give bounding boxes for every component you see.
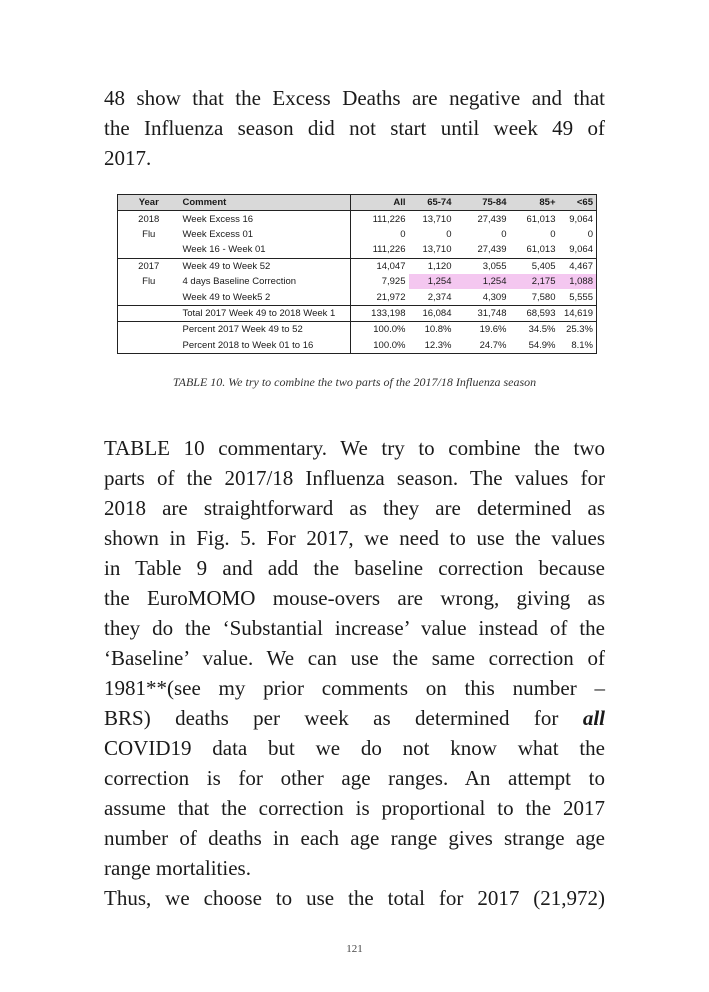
cell-65-74: 1,120 [409,258,455,274]
cell-65-74: 2,374 [427,291,452,303]
text-line-with-emphasis [104,703,605,733]
cell-65-74: 10.8% [409,322,455,338]
cell-all: 7,925 [351,274,409,289]
cell-75-84: 27,439 [477,213,507,225]
cell-comment: Total 2017 Week 49 to 2018 Week 1 [180,305,351,321]
cell-under-65: 14,619 [559,305,597,321]
text-line: correction is for other age ranges. An attempt to [104,766,605,790]
text-line: TABLE 10 commentary. We try to combine the two [104,436,605,460]
cell-75-84: 19.6% [455,322,510,338]
table-row [118,227,597,242]
cell-85-plus: 5,405 [510,258,559,274]
text-line: they do the ‘Substantial increase’ value instead of the [104,616,605,640]
table-caption: TABLE 10. We try to combine the two parts of the 2017/18 Influenza season [172,375,537,389]
commentary-paragraph [104,433,605,883]
cell-year: 2018 [138,213,160,225]
cell-all: 111,226 [351,211,409,227]
text-line: shown in Fig. 5. For 2017, we need to use the values [104,526,605,550]
cell-75-84-highlight: 1,254 [455,274,510,289]
table-row [118,305,597,321]
cell-under-65: 25.3% [559,322,597,338]
text-line: 48 show that the Excess Deaths are negative and that [104,86,605,110]
thus-paragraph [104,883,605,913]
cell-all: 100.0% [351,338,409,354]
cell-all: 133,198 [351,305,409,321]
cell-under-65: 5,555 [569,291,593,303]
cell-65-74: 13,710 [422,244,452,256]
text-line: ‘Baseline’ value. We can use the same correction of [104,646,605,670]
intro-paragraph [104,83,605,173]
table-header-row [118,195,597,211]
cell-all: 21,972 [351,289,409,305]
cell-85-plus: 68,593 [510,305,559,321]
header-65-74: 65-74 [409,195,455,211]
text-fragment: BRS) deaths per week as determined for [104,706,559,730]
header-under-65: <65 [559,195,597,211]
text-line: the Influenza season did not start until week 49 of [104,116,605,140]
table-row [118,242,597,258]
header-75-84: 75-84 [455,195,510,211]
table-row [118,289,597,305]
text-line: COVID19 data but we do not know what the [104,736,605,760]
cell-comment: Week 49 to Week 52 [180,258,351,274]
emphasis-word: all [582,706,605,730]
cell-75-84: 31,748 [455,305,510,321]
text-line: assume that the correction is proportional to the 2017 [104,796,605,820]
cell-75-84: 3,055 [455,258,510,274]
cell-65-74: 0 [446,228,452,240]
text-line: 1981**(see my prior comments on this number – [104,676,605,700]
cell-all: 100.0% [351,322,409,338]
text-line: parts of the 2017/18 Influenza season. The values for [104,466,605,490]
cell-all: 14,047 [351,258,409,274]
excess-deaths-table [117,194,596,357]
table-row [118,274,597,289]
text-line: in Table 9 and add the baseline correction because [104,556,605,580]
text-line: range mortalities. [104,856,251,880]
table-row [118,211,597,227]
cell-under-65-highlight: 1,088 [559,274,597,289]
cell-85-plus: 61,013 [526,244,556,256]
cell-65-74-highlight: 1,254 [409,274,455,289]
text-line: Thus, we choose to use the total for 2017 (21,972) [104,886,605,910]
cell-65-74: 16,084 [409,305,455,321]
text-line: 2018 are straightforward as they are determined as [104,496,605,520]
text-line: number of deaths in each age range gives strange age [104,826,605,850]
cell-year [118,305,180,321]
cell-year [118,322,180,338]
cell-year [118,289,180,305]
header-comment: Comment [180,195,351,211]
cell-65-74: 12.3% [424,339,452,351]
table-row [118,338,597,354]
cell-85-plus: 54.9% [528,339,556,351]
cell-85-plus-highlight: 2,175 [510,274,559,289]
cell-under-65: 0 [587,228,593,240]
cell-comment: Week 16 - Week 01 [182,244,266,256]
cell-85-plus: 61,013 [526,213,556,225]
cell-comment: Week Excess 01 [182,228,254,240]
header-year: Year [118,195,180,211]
header-all: All [351,195,409,211]
cell-75-84: 27,439 [477,244,507,256]
cell-comment: Week Excess 16 [182,213,254,225]
cell-all: 0 [351,227,409,242]
cell-comment: 4 days Baseline Correction [182,276,297,288]
cell-75-84: 4,309 [482,291,507,303]
cell-comment: Percent 2017 Week 49 to 52 [180,322,351,338]
cell-comment: Percent 2018 to Week 01 to 16 [182,339,314,351]
header-85-plus: 85+ [510,195,559,211]
table-row [118,322,597,338]
cell-under-65: 8.1% [571,339,593,351]
text-line: the EuroMOMO mouse-overs are wrong, giving as [104,586,605,610]
cell-year [118,338,180,354]
text-line: 2017. [104,146,152,170]
cell-all: 111,226 [351,242,409,258]
cell-85-plus: 0 [550,228,556,240]
table-row [118,258,597,274]
cell-year: Flu [142,276,156,288]
cell-under-65: 4,467 [559,258,597,274]
cell-under-65: 9,064 [569,213,593,225]
cell-85-plus: 34.5% [510,322,559,338]
cell-under-65: 9,064 [569,244,593,256]
page-number: 121 [346,943,363,955]
cell-year: Flu [142,228,156,240]
cell-year [118,242,180,258]
cell-75-84: 0 [501,228,507,240]
cell-85-plus: 7,580 [531,291,556,303]
cell-75-84: 24.7% [479,339,507,351]
cell-year: 2017 [118,258,180,274]
cell-comment: Week 49 to Week5 2 [182,291,271,303]
cell-65-74: 13,710 [422,213,452,225]
